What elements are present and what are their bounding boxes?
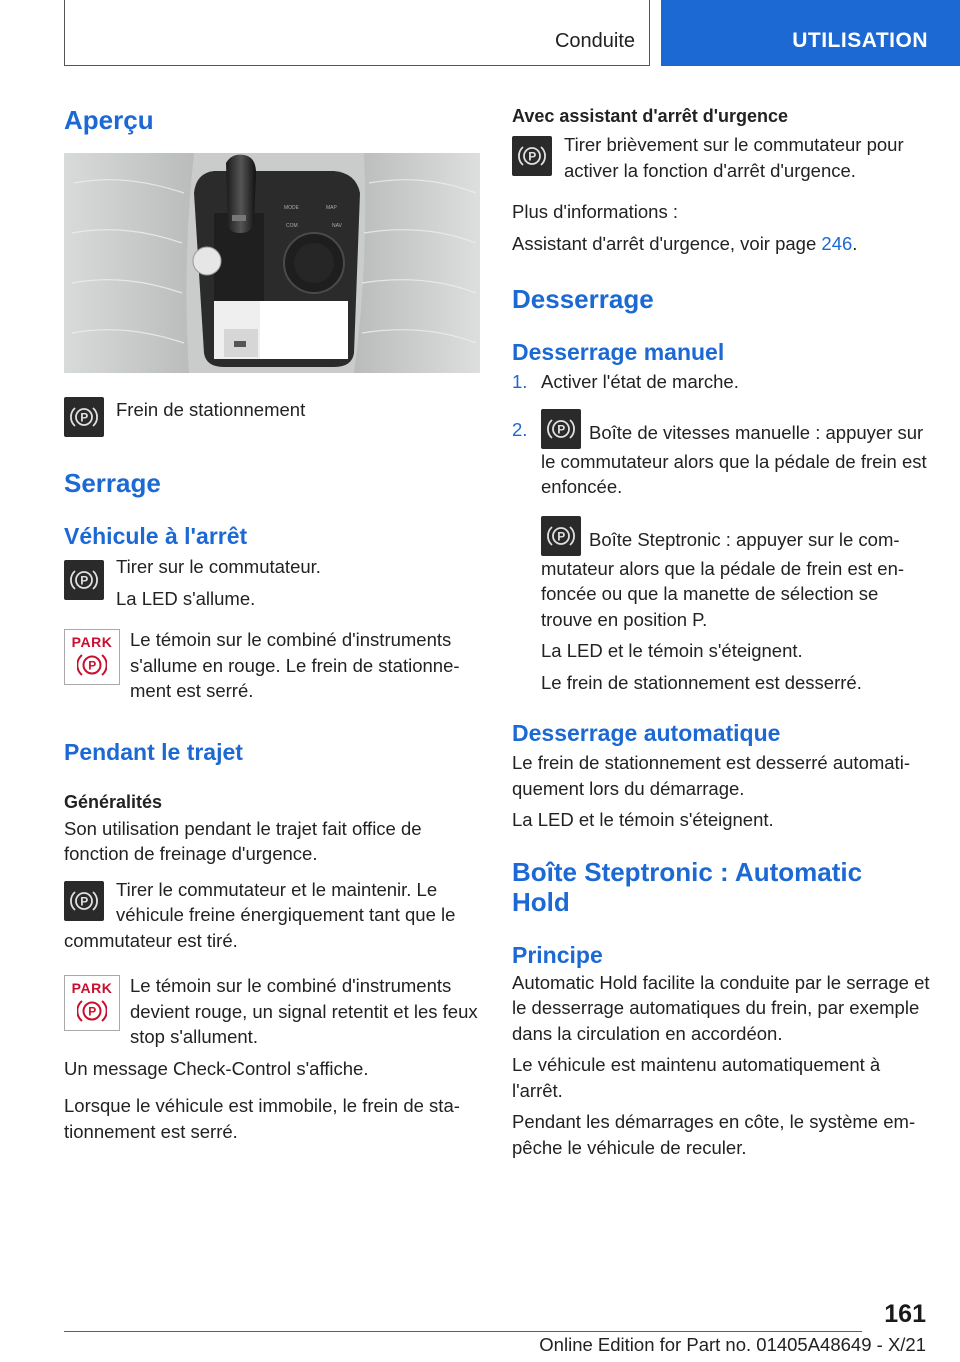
svg-text:P: P: [557, 529, 566, 543]
urgence-text-2: Plus d'informations :: [512, 201, 678, 222]
footer-edition: Online Edition for Part no. 01405A48649 - X/21: [539, 1334, 926, 1355]
console-illustration: [64, 153, 480, 373]
arret-text-3: Le témoin sur le combiné d'instruments s'allume en rouge. Le frein de stationnement est serré.: [130, 629, 460, 701]
step-2-steptronic-text: Boîte Steptronic : appuyer sur le commutateur alors que la pédale de frein est enfoncée ou que la manette de sélection se trouve en position P.: [541, 528, 905, 630]
park-warning-icon: [64, 975, 120, 1031]
step-1-number: 1.: [512, 371, 528, 392]
serrage-heading: Serrage: [64, 468, 161, 498]
urgence-ref-text: Assistant d'arrêt d'urgence, voir page: [512, 232, 822, 254]
header-chapter-tab: [661, 0, 960, 66]
step-2-number: 2.: [512, 418, 528, 440]
apercu-heading: Aperçu: [64, 105, 154, 135]
svg-text:P: P: [80, 410, 89, 425]
step-2-text: [541, 409, 932, 500]
desserrage-steps: [512, 369, 932, 695]
photo-caption: Frein de stationnement: [116, 399, 306, 420]
arret-text-2: La LED s'allume.: [116, 587, 256, 609]
desserrage-heading: Desserrage: [512, 284, 654, 314]
photo-label-com: COM: [286, 223, 298, 229]
photo-label-map: MAP: [326, 205, 337, 211]
trajet-text-1: Son utilisation pendant le trajet fait office de fonction de freinage d'urgence.: [64, 817, 422, 864]
step-1: [512, 369, 932, 395]
trajet-park-row: [64, 973, 480, 1050]
desserrage-auto-heading: Desserrage automatique: [512, 720, 781, 746]
principe-text-1: Automatic Hold facilite la conduite par le serrage et le desserrage automatiques du frein, par exemple dans la circulation en accordéon.: [512, 971, 930, 1044]
step-2-led-text: La LED et le témoin s'éteignent.: [541, 640, 803, 661]
right-column: [512, 100, 932, 1160]
urgence-heading: Avec assistant d'arrêt d'urgence: [512, 106, 789, 126]
page-number: 161: [884, 1300, 926, 1328]
automatic-hold-heading: Boîte Steptronic : Automatic Hold: [512, 856, 863, 917]
auto-text-1: Le frein de stationnement est desserré automatiquement lors du démarrage.: [512, 752, 910, 799]
arret-park-row: [64, 627, 480, 704]
parking-brake-button-icon: [512, 136, 552, 176]
pendant-trajet-heading: Pendant le trajet: [64, 738, 243, 765]
trajet-text-3: Le témoin sur le combiné d'instruments devient rouge, un signal retentit et les feux stop s'allument.: [130, 975, 478, 1047]
urgence-ref-period: .: [852, 232, 858, 254]
trajet-text-2: Tirer le commutateur et le maintenir. Le véhicule freine énergiquement tant que le commutateur est tiré.: [64, 878, 456, 951]
trajet-text-5: Lorsque le véhicule est immobile, le frein de stationnement est serré.: [64, 1095, 460, 1142]
svg-text:P: P: [557, 422, 566, 436]
trajet-button-row: [64, 877, 480, 954]
step-1-text: Activer l'état de marche.: [541, 371, 739, 392]
urgence-text-1: Tirer brièvement sur le commutateur pour activer la fonction d'arrêt d'urgence.: [564, 134, 904, 181]
vehicule-arret-heading: Véhicule à l'arrêt: [64, 523, 248, 549]
svg-text:P: P: [528, 149, 537, 164]
svg-text:P: P: [88, 658, 97, 673]
page-link-246[interactable]: 246: [821, 232, 853, 254]
left-column: [64, 100, 480, 1144]
photo-label-nav: NAV: [332, 223, 342, 229]
park-icon-label: PARK: [71, 980, 113, 996]
parking-brake-button-icon: [64, 560, 104, 600]
svg-text:P: P: [88, 1004, 97, 1019]
footer-divider: [64, 1331, 862, 1332]
svg-text:P: P: [80, 894, 89, 908]
principe-text-3: Pendant les démarrages en côte, le système empêche le véhicule de reculer.: [512, 1111, 916, 1158]
generalites-heading: Généralités: [64, 791, 163, 812]
auto-text-2: La LED et le témoin s'éteignent.: [512, 809, 774, 830]
step-2: [512, 409, 932, 696]
header-section-tab: [64, 0, 650, 66]
parking-brake-photo: [64, 153, 480, 373]
arret-row: [64, 554, 480, 611]
step-2-result-text: Le frein de stationnement est desserré.: [541, 671, 862, 693]
caption-row: [64, 393, 480, 437]
arret-text-1: Tirer sur le commutateur.: [116, 556, 321, 577]
desserrage-manuel-heading: Desserrage manuel: [512, 339, 725, 365]
urgence-row: [512, 132, 932, 183]
principe-text-2: Le véhicule est maintenu automatiquement à l'arrêt.: [512, 1054, 881, 1101]
header-section-label: Conduite: [554, 30, 635, 52]
svg-text:P: P: [80, 573, 89, 588]
trajet-text-4: Un message Check-Control s'affiche.: [64, 1057, 369, 1079]
park-icon-label: PARK: [71, 634, 113, 650]
principe-heading: Principe: [512, 941, 603, 968]
header-chapter-label: UTILISATION: [792, 29, 928, 52]
step-2b-text: [541, 516, 932, 633]
parking-brake-button-icon: [541, 516, 581, 556]
parking-brake-button-icon: [541, 409, 581, 449]
step-2-manual-text: Boîte de vitesses manuelle : appuyer sur le commutateur alors que la pédale de frein est enfoncée.: [541, 421, 927, 497]
parking-brake-button-icon: [64, 881, 104, 921]
parking-brake-button-icon: [64, 397, 104, 437]
urgence-text-3: [512, 231, 932, 257]
park-warning-icon: [64, 629, 120, 685]
photo-label-mode: MODE: [284, 205, 299, 211]
